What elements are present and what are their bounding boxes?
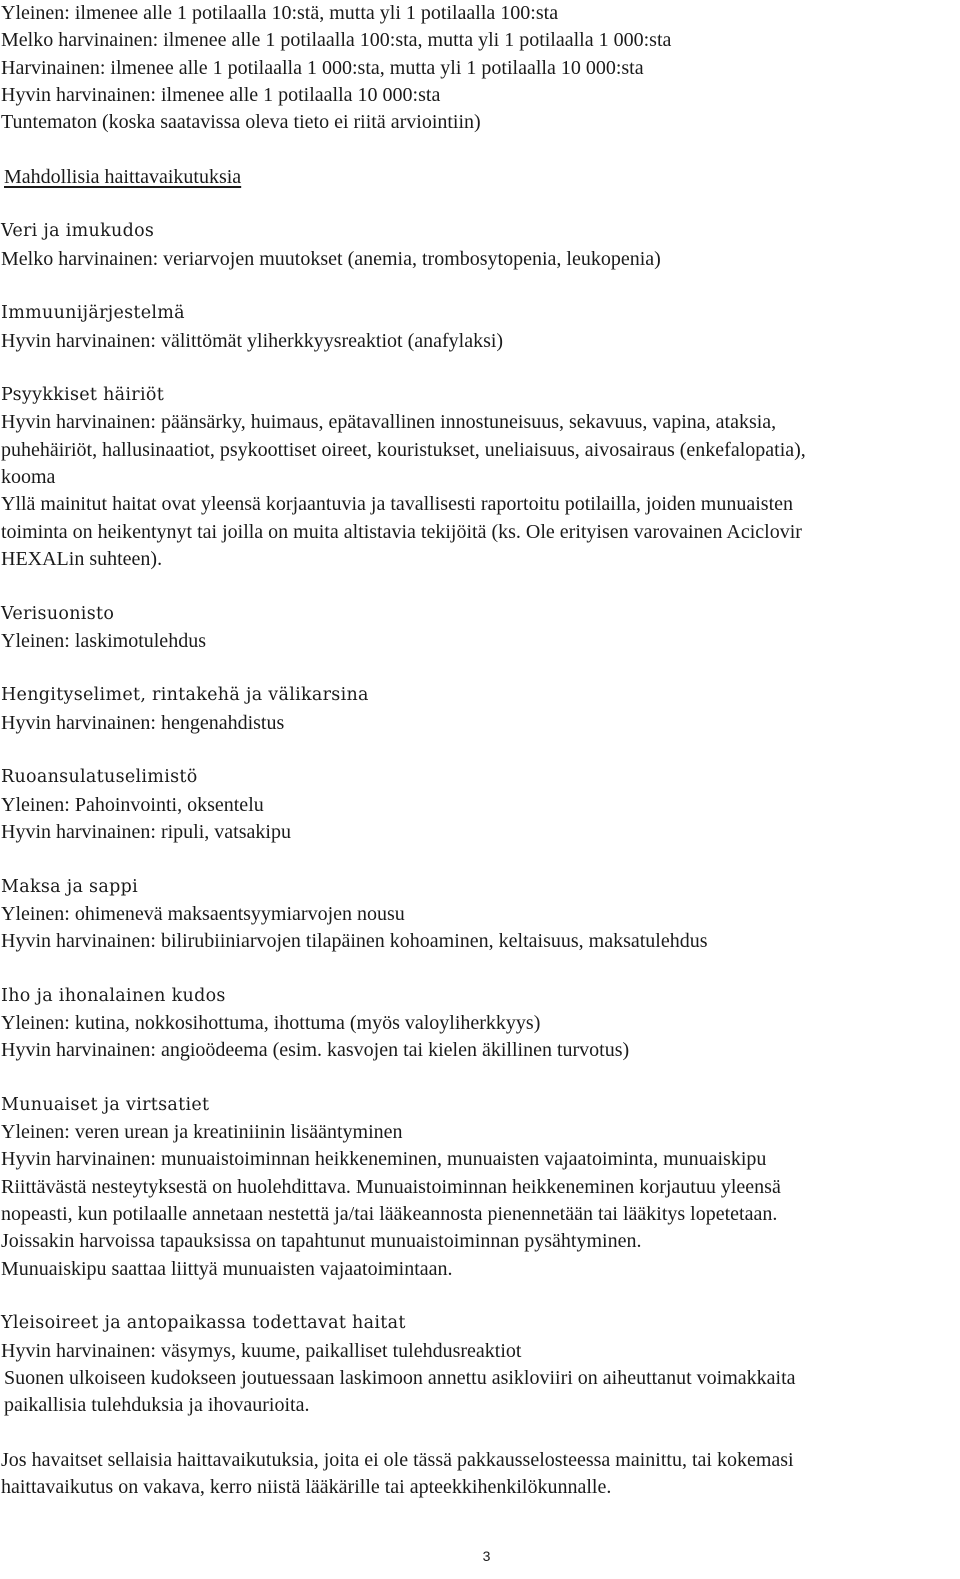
section-text: Hyvin harvinainen: väsymys, kuume, paikalliset tulehdusreaktiot	[1, 1339, 522, 1362]
frequency-line: Yleinen: ilmenee alle 1 potilaalla 10:stä, mutta yli 1 potilaalla 100:sta	[1, 2, 559, 24]
section-heading-blood: Veri ja imukudos	[1, 221, 155, 242]
section-heading-liver: Maksa ja sappi	[1, 876, 138, 897]
section-text: Hyvin harvinainen: päänsärky, huimaus, epätavallinen innostuneisuus, sekavuus, vapina, ataksia,	[1, 411, 777, 434]
section-text: Hyvin harvinainen: angioödeema (esim. kasvojen tai kielen äkillinen turvotus)	[1, 1039, 630, 1062]
frequency-line: Melko harvinainen: ilmenee alle 1 potilaalla 100:sta, mutta yli 1 potilaalla 1 000:sta	[1, 29, 672, 52]
section-text: paikallisia tulehduksia ja ihovaurioita.	[4, 1394, 310, 1417]
section-text: Hyvin harvinainen: ripuli, vatsakipu	[1, 820, 291, 843]
main-heading: Mahdollisia haittavaikutuksia	[4, 165, 242, 188]
section-text: HEXALin suhteen).	[1, 547, 163, 570]
section-text: Suonen ulkoiseen kudokseen joutuessaan laskimoon annettu asikloviiri on aiheuttanut voimakkaita	[4, 1366, 796, 1389]
section-text: Riittävästä nesteytyksestä on huolehdittava. Munuaistoiminnan heikkeneminen korjautuu yleensä	[1, 1175, 781, 1198]
section-text: Hyvin harvinainen: hengenahdistus	[1, 711, 285, 734]
frequency-line: Hyvin harvinainen: ilmenee alle 1 potilaalla 10 000:sta	[1, 83, 441, 106]
frequency-line: Harvinainen: ilmenee alle 1 potilaalla 1 000:sta, mutta yli 1 potilaalla 10 000:sta	[1, 56, 644, 79]
section-text: Munuaiskipu saattaa liittyä munuaisten vajaatoimintaan.	[1, 1257, 453, 1280]
section-text: Yleinen: ohimenevä maksaentsyymiarvojen nousu	[1, 902, 405, 925]
closing-text: Jos havaitset sellaisia haittavaikutuksia, joita ei ole tässä pakkausselosteessa mainittu, tai kokemasi	[1, 1448, 794, 1471]
closing-text: haittavaikutus on vakava, kerro niistä lääkärille tai apteekkihenkilökunnalle.	[1, 1476, 612, 1499]
section-heading-respiratory: Hengityselimet, rintakehä ja välikarsina	[1, 685, 369, 706]
section-text: Yleinen: veren urean ja kreatiniinin lisääntyminen	[1, 1121, 403, 1144]
section-heading-skin: Iho ja ihonalainen kudos	[1, 985, 226, 1006]
section-text: toiminta on heikentynyt tai joilla on muita altistavia tekijöitä (ks. Ole erityisen varovainen Aciclovir	[1, 520, 802, 543]
page-content	[1, 0, 956, 1501]
section-text: Yleinen: Pahoinvointi, oksentelu	[1, 793, 264, 816]
frequency-line: Tuntematon (koska saatavissa oleva tieto ei riitä arviointiin)	[1, 111, 481, 134]
section-heading-general: Yleisoireet ja antopaikassa todettavat haitat	[1, 1313, 406, 1334]
section-heading-renal: Munuaiset ja virtsatiet	[1, 1094, 210, 1115]
section-text: Yleinen: kutina, nokkosihottuma, ihottuma (myös valoyliherkkyys)	[1, 1011, 541, 1034]
section-text: Joissakin harvoissa tapauksissa on tapahtunut munuaistoiminnan pysähtyminen.	[1, 1230, 642, 1253]
section-heading-immune: Immuunijärjestelmä	[1, 303, 185, 324]
section-text: Hyvin harvinainen: välittömät yliherkkyysreaktiot (anafylaksi)	[1, 329, 504, 352]
section-text: puhehäiriöt, hallusinaatiot, psykoottiset oireet, kouristukset, uneliaisuus, aivosairaus (enkefalopatia),	[1, 438, 806, 461]
section-text: nopeasti, kun potilaalle annetaan nestettä ja/tai lääkeannosta pienennetään tai lääkitys lopetetaan.	[1, 1203, 778, 1226]
page-number: 3	[482, 1548, 491, 1564]
section-text: Hyvin harvinainen: munuaistoiminnan heikkeneminen, munuaisten vajaatoiminta, munuaiskipu	[1, 1148, 767, 1171]
section-heading-gastro: Ruoansulatuselimistö	[1, 767, 198, 788]
section-heading-vascular: Verisuonisto	[1, 603, 115, 624]
section-text: Hyvin harvinainen: bilirubiiniarvojen tilapäinen kohoaminen, keltaisuus, maksatulehdus	[1, 930, 708, 953]
section-text: Yleinen: laskimotulehdus	[1, 629, 206, 652]
section-text: Melko harvinainen: veriarvojen muutokset (anemia, trombosytopenia, leukopenia)	[1, 247, 661, 270]
section-text: Yllä mainitut haitat ovat yleensä korjaantuvia ja tavallisesti raportoitu potilailla, joiden munuaisten	[1, 493, 794, 516]
section-heading-psych: Psyykkiset häiriöt	[1, 385, 165, 406]
section-text: kooma	[1, 466, 56, 489]
